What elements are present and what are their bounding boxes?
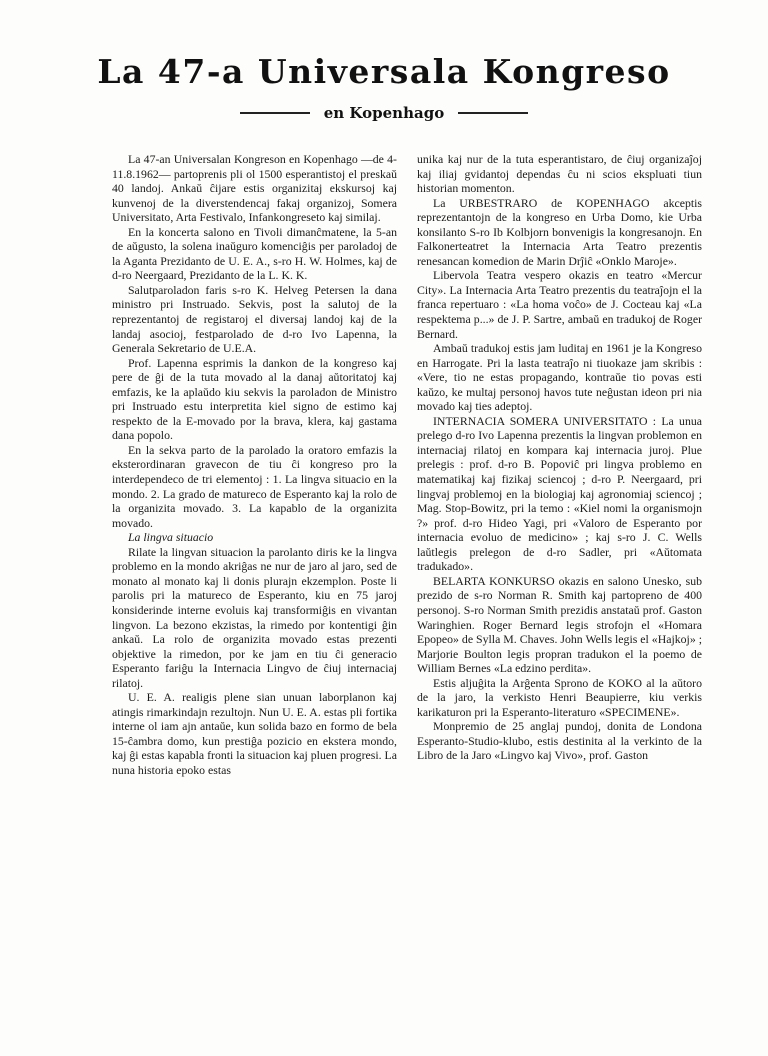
- paragraph: La 47-an Universalan Kongreson en Kopenhago —de 4-11.8.1962— partoprenis pli ol 1500 esperantistoj el preskaŭ 40 landoj. Ankaŭ ĉijare estis organizitaj ekskursoj kaj kunvenoj de la diverstendencaj fakaj organizoj, Somera Universitato, Arta Festivalo, Infankongreseto kaj similaj.: [112, 152, 397, 225]
- paragraph: Rilate la lingvan situacion la parolanto diris ke la lingva problemo en la mondo akriĝas ne nur de jaro al jaro, sed de monato al monato kaj li donis plurajn ekzemplon. Poste li parolis pri la matureco de Esperanto, kiu en 75 jaroj konsiderinde interne evoluis kaj transformiĝis en vivantan lingvon. La bezono ekzistas, la rimedo por kontentigi ĝin ankaŭ. La rolo de organizita movado estas prezenti objektive la rimedon, por ke jam en tiu ĉi generacio Esperanto fariĝu la Internacia Lingvo de ĉiuj internaciaj rilatoj.: [112, 544, 397, 690]
- paragraph: unika kaj nur de la tuta esperantistaro, de ĉiuj organizaĵoj kaj iliaj gvidantoj dependas ĉu ni scios ekspluati tiun historian momenton.: [417, 152, 702, 196]
- text-columns: [112, 152, 702, 1032]
- article-title: La 47-a Universala Kongreso: [97, 52, 671, 91]
- left-column: [112, 152, 397, 1032]
- paragraph: Libervola Teatra vespero okazis en teatro «Mercur City». La Internacia Arta Teatro prezentis du teatraĵojn el la franca repertuaro : «La homa voĉo» de J. Cocteau kaj «La respektema p...» de J. P. Sartre, ambaŭ en tradukoj de Roger Bernard.: [417, 268, 702, 341]
- paragraph: U. E. A. realigis plene sian unuan laborplanon kaj atingis rimarkindajn rezultojn. Nun U. E. A. estas pli fortika interne ol iam ajn antaŭe, kun solida bazo en formo de bela 15-ĉambra domo, kun prestiĝa pozicio en ekstera mondo, kaj ĝi estas kapabla fronti la situacion kaj pluen progresi. La nuna historia epoko estas: [112, 690, 397, 777]
- paragraph: Monpremio de 25 anglaj pundoj, donita de Londona Esperanto-Studio-klubo, estis destinita al la verkinto de la Libro de la Jaro «Lingvo kaj Vivo», prof. Gaston: [417, 719, 702, 763]
- paragraph: La URBESTRARO de KOPENHAGO akceptis reprezentantojn de la kongreso en Urba Domo, kie Urba konsilanto S-ro Ib Kolbjorn bonvenigis la kongresanojn. En Falkonerteatret la Internacia Arta Teatro prezentis renesancan komedion de Marin Drĵiĉ «Onklo Maroje».: [417, 195, 702, 268]
- section-heading: La lingva situacio: [128, 530, 214, 545]
- paragraph: Prof. Lapenna esprimis la dankon de la kongreso kaj pere de ĝi de la tuta movado al la danaj aŭtoritatoj kaj emfazis, ke la aplaŭdo kiu sekvis la paroladon de Ministro pri Instruado estu interpretita kiel signo de estimo kaj respekto de la E-movado por la brava, klera, kaj gastama dana popolo.: [112, 355, 397, 443]
- subtitle-row: [0, 104, 768, 122]
- paragraph: BELARTA KONKURSO okazis en salono Unesko, sub prezido de s-ro Norman R. Smith kaj partopreno de 400 personoj. S-ro Norman Smith prezidis anstataŭ prof. Gaston Waringhien. Roger Bernard legis strofojn el «Homara Epopeo» de Sylla M. Chaves. John Wells legis el «Hajkoj» ; Marjorie Boulton legis propran tradukon el la poemo de William Bernes «La edzino perdita».: [417, 573, 702, 676]
- paragraph: Salutparoladon faris s-ro K. Helveg Petersen la dana ministro pri Instruado. Sekvis, post la salutoj de la reprezentantoj de registaroj el diversaj landoj kaj de la landaj asocioj, festparolado de d-ro Ivo Lapenna, la Generala Sekretario de U.E.A.: [112, 282, 397, 356]
- paragraph: INTERNACIA SOMERA UNIVERSITATO : La unua prelego d-ro Ivo Lapenna prezentis la lingvan problemon en internaciaj rilatoj en kompara kaj internacia juroj. Plue prelegis : prof. d-ro B. Popoviĉ pri lingva problemo en matematikaj kaj fizikaj sciencoj ; d-ro P. Neergaard, pri lingvaj problemoj en la biologiaj kaj agronomiaj sciencoj ; Mag. Stop-Bowitz, pri la temo : «Kiel nomi la organismojn ?» prof. d-ro Hideo Yagi, pri «Valoro de Esperanto por internacia evoluo de medicino» ; kaj s-ro J. C. Wells laŭtlegis prelegon de d-ro Sadler, pri «Aŭtomata tradukado».: [417, 413, 702, 574]
- paragraph: Estis aljuĝita la Arĝenta Sprono de KOKO al la aŭtoro de la jaro, la verkisto Henri Beaupierre, kiu verkis karikaturon pri la Esperanto-literaturo «SPECIMENE».: [417, 675, 702, 719]
- right-rule: [458, 112, 528, 114]
- paragraph: En la sekva parto de la parolado la oratoro emfazis la eksterordinaran gravecon de tiu ĉi kongreso pro la interdependeco de tri elementoj : 1. La lingva situacio en la mondo. 2. La grado de matureco de Esperanto kaj la rolo de la organizita movado. 3. La kapablo de la organizita movado.: [112, 442, 397, 530]
- paragraph: En la koncerta salono en Tivoli dimanĉmatene, la 5-an de aŭgusto, la solena inaŭguro komenciĝis per paroladoj de la Aganta Prezidanto de U. E. A., s-ro H. W. Holmes, kaj de d-ro Neergaard, Prezidanto de la L. K. K.: [112, 224, 397, 283]
- paragraph: Ambaŭ tradukoj estis jam luditaj en 1961 je la Kongreso en Harrogate. Pri la lasta teatraĵo ni tiuokaze jam skribis : «Vere, tio ne estas propagando, kontraŭe tio povas esti kaŭzo, ke multaj personoj havos tute neĝustan ideon pri nia movado kaj ties adeptoj.: [417, 341, 702, 414]
- article-subtitle: en Kopenhago: [323, 104, 445, 122]
- right-column: [417, 152, 702, 1032]
- left-rule: [240, 112, 310, 114]
